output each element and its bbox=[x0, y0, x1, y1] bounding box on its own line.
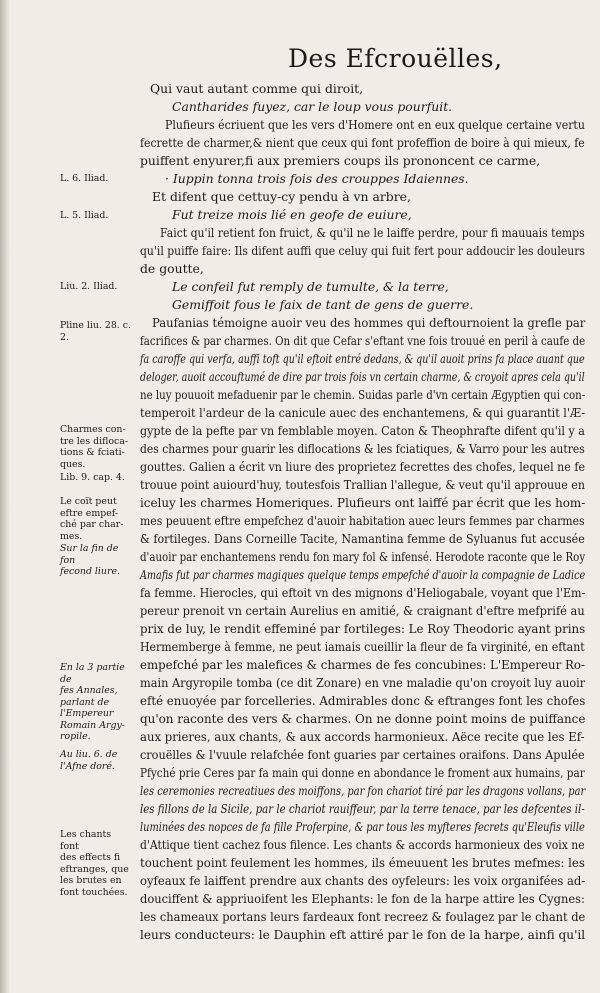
body-line: gouttes. Galien a écrit vn liure des proprietez fecrettes des chofes, lequel ne fe bbox=[140, 459, 586, 474]
body-line: Cantharides fuyez, car le loup vous pourfuit. bbox=[172, 99, 453, 114]
body-line: Plufieurs écriuent que les vers d'Homere ont en eux quelque certaine vertu bbox=[165, 117, 585, 132]
body-line: qu'on raconte des vers & charmes. On ne donne point moins de puiffance bbox=[140, 711, 586, 726]
body-line: les chameaux portans leurs fardeaux font recreez & foulagez par le chant de bbox=[140, 909, 586, 924]
body-line: pereur prenoit vn certain Aurelius en amitié, & craignant d'eftre mefprifé au bbox=[140, 603, 585, 618]
body-line: mes peuuent eftre empefchez d'auoir habitation auec leurs femmes par charmes bbox=[140, 513, 585, 528]
body-line: de goutte, bbox=[140, 261, 204, 276]
body-line: deloger, auoit accouftumé de dire par trois fois vn certain charme, & croyoit apres cela qu'il bbox=[140, 369, 585, 384]
body-line: d'Attique tient cachez fous filence. Les chants & accords harmonieux des voix ne bbox=[140, 837, 585, 852]
body-line: d'auoir par enchantemens rendu fon mary fol & infensé. Herodote raconte que le Roy bbox=[140, 549, 586, 564]
body-line: ne luy pouuoit mefaduenir par le chemin. Suidas parle d'vn certain Ægyptien qui con- bbox=[140, 387, 586, 402]
body-line: aux prieres, aux chants, & aux accords harmonieux. Aëce recite que les Ef- bbox=[140, 729, 585, 744]
body-line: temperoit l'ardeur de la canicule auec des enchantemens, & qui guarantit l'Æ- bbox=[140, 405, 586, 420]
margin-note: Charmes con- tre les difloca- tions & fciati- ques. bbox=[60, 424, 129, 470]
body-line: touchent point feulement les hommes, ils émeuuent les brutes mefmes: les bbox=[140, 855, 585, 870]
body-line: Et difent que cettuy-cy pendu à vn arbre, bbox=[152, 189, 411, 204]
body-line: puiffent enyurer,fi aux premiers coups ils prononcent ce carme, bbox=[140, 153, 541, 168]
margin-note: Au liu. 6. de l'Afne doré. bbox=[60, 749, 118, 772]
body-line: les fillons de la Sicile, par le chariot rauiffeur, par la terre tenace, par les defcentes il- bbox=[140, 801, 585, 816]
body-line: Paufanias témoigne auoir veu des hommes qui deftournoient la grefle par bbox=[152, 315, 586, 330]
body-line: luminées des nopces de fa fille Proferpine, & par tous les myfteres fecrets qu'Eleufis ville bbox=[140, 819, 585, 834]
body-line: & fortileges. Dans Corneille Tacite, Namantina femme de Syluanus fut accusée bbox=[140, 531, 585, 546]
page-title: Des Efcrouëlles, bbox=[288, 44, 503, 73]
body-line: prix de luy, le rendit effeminé par fortileges: Le Roy Theodoric ayant prins bbox=[140, 621, 586, 636]
page-gutter-shadow bbox=[0, 0, 10, 993]
body-line: Hermemberge à femme, ne peut iamais cueillir la fleur de fa virginité, en eftant bbox=[140, 639, 585, 654]
body-line: facrifices & par charmes. On dit que Cefar s'eftant vne fois trouué en peril à caufe de bbox=[140, 333, 586, 348]
margin-note: L. 6. Iliad. bbox=[60, 173, 109, 184]
body-line: efté enuoyée par forcelleries. Admirables donc & eftranges font les chofes bbox=[140, 693, 586, 708]
body-line: fa femme. Hierocles, qui eftoit vn des mignons d'Heliogabale, voyant que l'Em- bbox=[140, 585, 586, 600]
body-line: Faict qu'il retient fon fruict, & qu'il ne le laiffe perdre, pour fi mauuais temps bbox=[160, 225, 585, 240]
body-line: oyfeaux fe laiffent prendre aux chants des oyfeleurs: les voix organifées ad- bbox=[140, 873, 586, 888]
margin-note: Pline liu. 28. c. 2. bbox=[60, 320, 131, 343]
body-line: iceluy les charmes Homeriques. Plufieurs ont laiffé par écrit que les hom- bbox=[140, 495, 586, 510]
body-line: Fut treize mois lié en geofe de euiure, bbox=[172, 207, 412, 222]
body-line: Le confeil fut remply de tumulte, & la terre, bbox=[172, 279, 449, 294]
body-line: Qui vaut autant comme qui diroit, bbox=[150, 81, 364, 96]
body-line: crouëlles & l'vuule relafchée font guaries par certaines oraifons. Dans Apulée bbox=[140, 747, 585, 762]
margin-note: L. 5. Iliad. bbox=[60, 210, 109, 221]
body-line: fecrette de charmer,& nient que ceux qui font profeffion de boire à qui mieux, fe bbox=[140, 135, 585, 150]
body-line: · Iuppin tonna trois fois des crouppes Idaiennes. bbox=[165, 171, 469, 186]
margin-note: En la 3 partie de fes Annales, parlant de l'Empereur Romain Argy- ropile. bbox=[60, 662, 125, 742]
margin-note: Les chants font des effects fi eftranges, que les brutes en font touchées. bbox=[60, 829, 129, 898]
margin-note: Lib. 9. cap. 4. bbox=[60, 472, 125, 483]
body-line: empefché par les malefices & charmes de fes concubines: L'Empereur Ro- bbox=[140, 657, 585, 672]
body-line: des charmes pour guarir les diflocations & les fciatiques, & Varro pour les autres bbox=[140, 441, 585, 456]
margin-note: Liu. 2. Iliad. bbox=[60, 281, 118, 292]
body-line: Amafis fut par charmes magiques quelque temps empefché d'auoir la compagnie de Ladice bbox=[140, 567, 586, 582]
body-line: douciffent & appriuoifent les Elephants: le fon de la harpe attire les Cygnes: bbox=[140, 891, 585, 906]
body-line: main Argyropile tomba (ce dit Zonare) en vne maladie qu'on croyoit luy auoir bbox=[140, 675, 586, 690]
body-line: les ceremonies recreatiues des moiffons, par fon chariot tiré par les dragons vollans, par bbox=[140, 783, 586, 798]
body-line: gypte de la pefte par vn femblable moyen. Caton & Theophrafte difent qu'il y a bbox=[140, 423, 585, 438]
body-line: fa caroffe qui verfa, auffi toft qu'il eftoit entré dedans, & qu'il auoit prins fa place auant que bbox=[140, 351, 585, 366]
body-line: Gemiffoit fous le faix de tant de gens de guerre. bbox=[172, 297, 474, 312]
margin-note: Sur la fin de fon fecond liure. bbox=[60, 543, 120, 577]
body-line: trouue point auiourd'huy, toutesfois Trallian l'allegue, & veut qu'il approuue en bbox=[140, 477, 585, 492]
body-line: qu'il puiffe faire: Ils difent auffi que celuy qui fuit fert pour addoucir les douleurs bbox=[140, 243, 585, 258]
body-line: leurs conducteurs: le Dauphin eft attiré par le fon de la harpe, ainfi qu'il bbox=[140, 927, 586, 942]
margin-note: Le coït peut eftre empef- ché par char- mes. bbox=[60, 496, 124, 542]
body-line: Pfyché prie Ceres par fa main qui donne en abondance le froment aux humains, par bbox=[140, 765, 585, 780]
